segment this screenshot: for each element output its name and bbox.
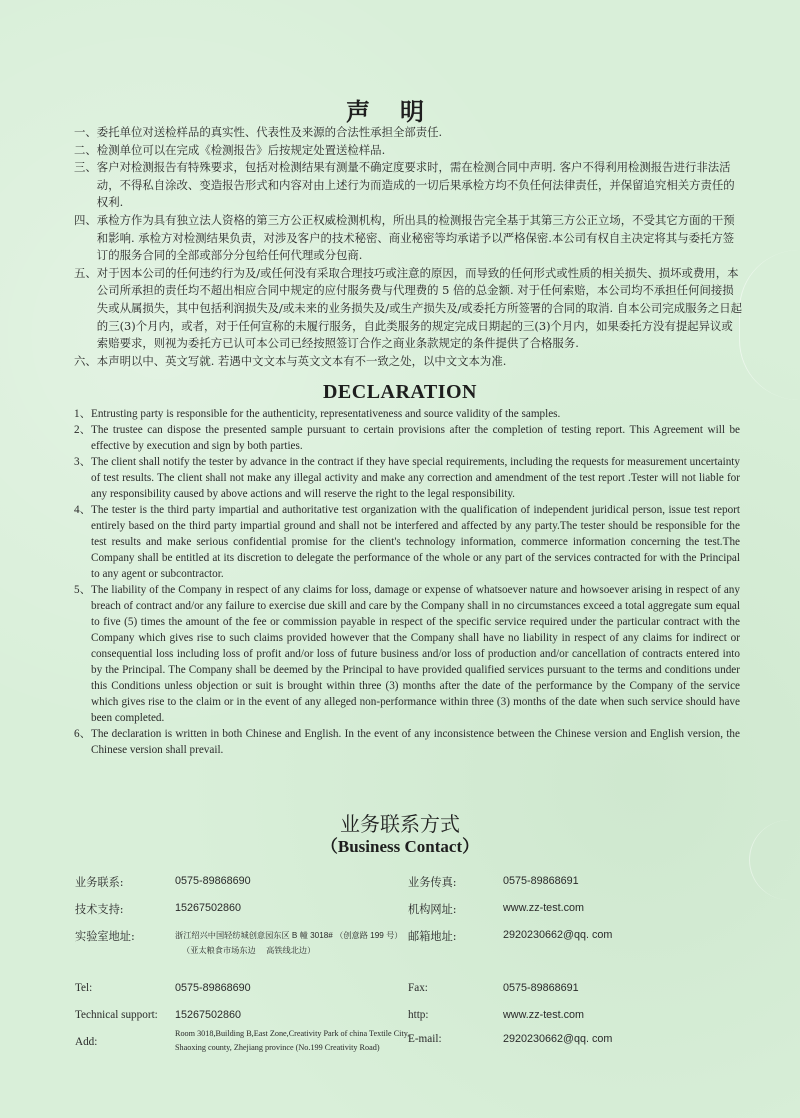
item-number: 2、: [74, 424, 91, 436]
address-line1-en: Room 3018,Building B,East Zone,Creativity Park of china Textile City,: [175, 1029, 410, 1038]
item-number: 4、: [74, 504, 91, 516]
fax-value-cn: 0575-89868691: [503, 875, 579, 887]
item-text: 本声明以中、英文写就. 若遇中文文本与英文文本有不一致之处，以中文文本为准.: [96, 353, 507, 368]
chinese-declaration-item: [74, 142, 744, 160]
chinese-declaration-item: [74, 212, 744, 265]
tel-label-en: Tel:: [75, 982, 93, 994]
website-link-cn[interactable]: www.zz-test.com: [503, 902, 584, 914]
email-link-en[interactable]: 2920230662@qq. com: [503, 1033, 613, 1045]
item-number: 3、: [74, 456, 91, 468]
item-text: 检测单位可以在完成《检测报告》后按规定处置送检样品.: [96, 142, 386, 157]
english-declaration-item: [74, 582, 740, 726]
website-label-cn: 机构网址:: [408, 903, 457, 916]
page-fold-shadow: [739, 250, 800, 400]
address-line2-en: Shaoxing county, Zhejiang province (No.199 Creativity Road): [175, 1043, 380, 1052]
support-label-en: Technical support:: [75, 1009, 158, 1021]
item-text: The trustee can dispose the presented sample pursuant to certain provisions after the completion of testing report. This Agreement will be effective by execution and sign by both parties.: [91, 424, 740, 452]
english-declaration-item: [74, 454, 740, 502]
item-number: 6、: [74, 728, 91, 740]
item-number: 二、: [74, 142, 97, 157]
phone-value-cn: 0575-89868690: [175, 875, 251, 887]
phone-label-cn: 业务联系:: [75, 876, 124, 889]
item-number: 5、: [74, 584, 91, 596]
english-declaration-item: [74, 422, 740, 454]
chinese-declaration-list: [74, 124, 744, 370]
english-declaration-item: [74, 406, 740, 422]
email-label-en: E-mail:: [408, 1033, 442, 1045]
email-label-cn: 邮箱地址:: [408, 930, 457, 943]
chinese-declaration-item: [74, 353, 744, 371]
english-declaration-list: [74, 406, 740, 758]
http-label-en: http:: [408, 1009, 429, 1021]
item-number: 1、: [74, 408, 91, 420]
support-value-en: 15267502860: [175, 1009, 242, 1021]
item-text: The client shall notify the tester by advance in the contract if they have special requirements, including the requests for measurement uncertainty of test results. The client shall not make any illegal activity and make any correction and amendment of the test report .Tester will not liable for any responsibility caused by above actions and will reserve the right to the legal responsibility.: [91, 456, 740, 500]
english-declaration-title: DECLARATION: [322, 381, 478, 403]
item-text: 承检方作为具有独立法人资格的第三方公正权威检测机构，所出具的检测报告完全基于其第三方公正立场，不受其它方面的干预和影响. 承检方对检测结果负责，对涉及客户的技术秘密、商业秘密等均承诺予以严格保密.本公司有权自主决定将其与委托方签订的服务合同的全部或部分分包给任何代理或分包商.: [96, 212, 735, 263]
support-label-cn: 技术支持:: [75, 903, 124, 916]
fax-value-en: 0575-89868691: [503, 982, 579, 994]
business-contact-title-en: （Business Contact）: [320, 837, 480, 856]
chinese-declaration-item: [74, 124, 744, 142]
item-text: The tester is the third party impartial and authoritative test organization with the qualification of independent juridical person, issue test report entirely based on the third party impartial ground and shall not be interfered and affected by any party.The tester should be responsible for the test results and make serious confidential promise for the client's technology information, commerce information concerning the test.The Company shall be entitled at its discretion to delegate the performance of the whole or any part of the services contracted for with the Principal to any agent or subcontractor.: [91, 504, 740, 580]
address-line2-cn: （亚太粮食市场东边 高铁线北边）: [182, 946, 316, 955]
chinese-declaration-title: 声明: [346, 97, 454, 126]
item-number: 三、: [74, 160, 97, 175]
item-number: 一、: [74, 125, 97, 139]
chinese-declaration-item: [74, 159, 744, 212]
support-value-cn: 15267502860: [175, 902, 242, 914]
fax-label-en: Fax:: [408, 982, 428, 994]
item-number: 五、: [74, 265, 97, 280]
address-label-cn: 实验室地址:: [75, 930, 135, 943]
item-text: 客户对检测报告有特殊要求，包括对检测结果有测量不确定度要求时，需在检测合同中声明. 客户不得利用检测报告进行非法活动，不得私自涂改、变造报告形式和内容对由上述行为而造成的一切后果承检方均不负任何法律责任，并保留追究相关方责任的权利.: [96, 160, 735, 210]
fax-label-cn: 业务传真:: [408, 876, 457, 889]
item-text: The declaration is written in both Chinese and English. In the event of any inconsistence between the Chinese version and English version, the Chinese version shall prevail.: [91, 728, 740, 756]
email-link-cn[interactable]: 2920230662@qq. com: [503, 929, 613, 941]
item-number: 四、: [74, 212, 97, 227]
english-declaration-item: [74, 726, 740, 758]
item-text: Entrusting party is responsible for the authenticity, representativeness and source validity of the samples.: [91, 408, 561, 420]
address-line1-cn: 浙江绍兴中国轻纺城创意园东区 B 幢 3018# （创意路 199 号）: [175, 931, 403, 940]
address-label-en: Add:: [75, 1036, 98, 1048]
chinese-declaration-item: [74, 265, 744, 353]
english-declaration-item: [74, 502, 740, 582]
item-text: The liability of the Company in respect of any claims for loss, damage or expense of whatsoever nature and howsoever arising in respect of any breach of contract and/or any failure to exercise due skill and care by the Company shall in no circumstances exceed a total aggregate sum equal to five (5) times the amount of the fee or commission payable in respect of the specific service required under the particular contract with the Company which gives rise to such claims provided however that the Company shall have no liability in respect of any claims for indirect or consequential loss including loss of profit and/or loss of future business and/or loss of production and/or cancellation of contracts entered into by the Principal. The Company shall be deemed by the Principal to have provided qualified services pursuant to the terms and conditions under this Conditions unless objection or suit is brought within three (3) months after the date of the performance by the Company of the service which gives rise to the claim or in the event of any alleged non-performance within three (3) months of the date when such service should have been completed.: [91, 584, 740, 724]
item-number: 六、: [74, 353, 97, 368]
item-text: 委托单位对送检样品的真实性、代表性及来源的合法性承担全部责任.: [96, 125, 443, 139]
business-contact-title-cn: 业务联系方式: [340, 812, 460, 836]
website-link-en[interactable]: www.zz-test.com: [503, 1009, 584, 1021]
item-text: 对于因本公司的任何违约行为及/或任何没有采取合理技巧或注意的原因，而导致的任何形式或性质的相关损失、损坏或费用，本公司所承担的责任均不超出相应合同中规定的应付服务费与代理费的 5 倍的总金额. 对于任何索赔，本公司均不承担任何间接损失或从属损失，其中包括利润损失及/或未来的业务损失及/或生产损失及/或委托方所签署的合同的取消. 自本公司完成服务之日起的三(3)个月内，或者，对于任何宣称的未履行服务，自此类服务的规定完成日期起的三(3)个月内，如果委托方没有提起异议或索赔要求，则视为委托方已认可本公司已经按照签订合作之商业条款规定的条件提供了合格服务.: [96, 265, 743, 351]
tel-value-en: 0575-89868690: [175, 982, 251, 994]
